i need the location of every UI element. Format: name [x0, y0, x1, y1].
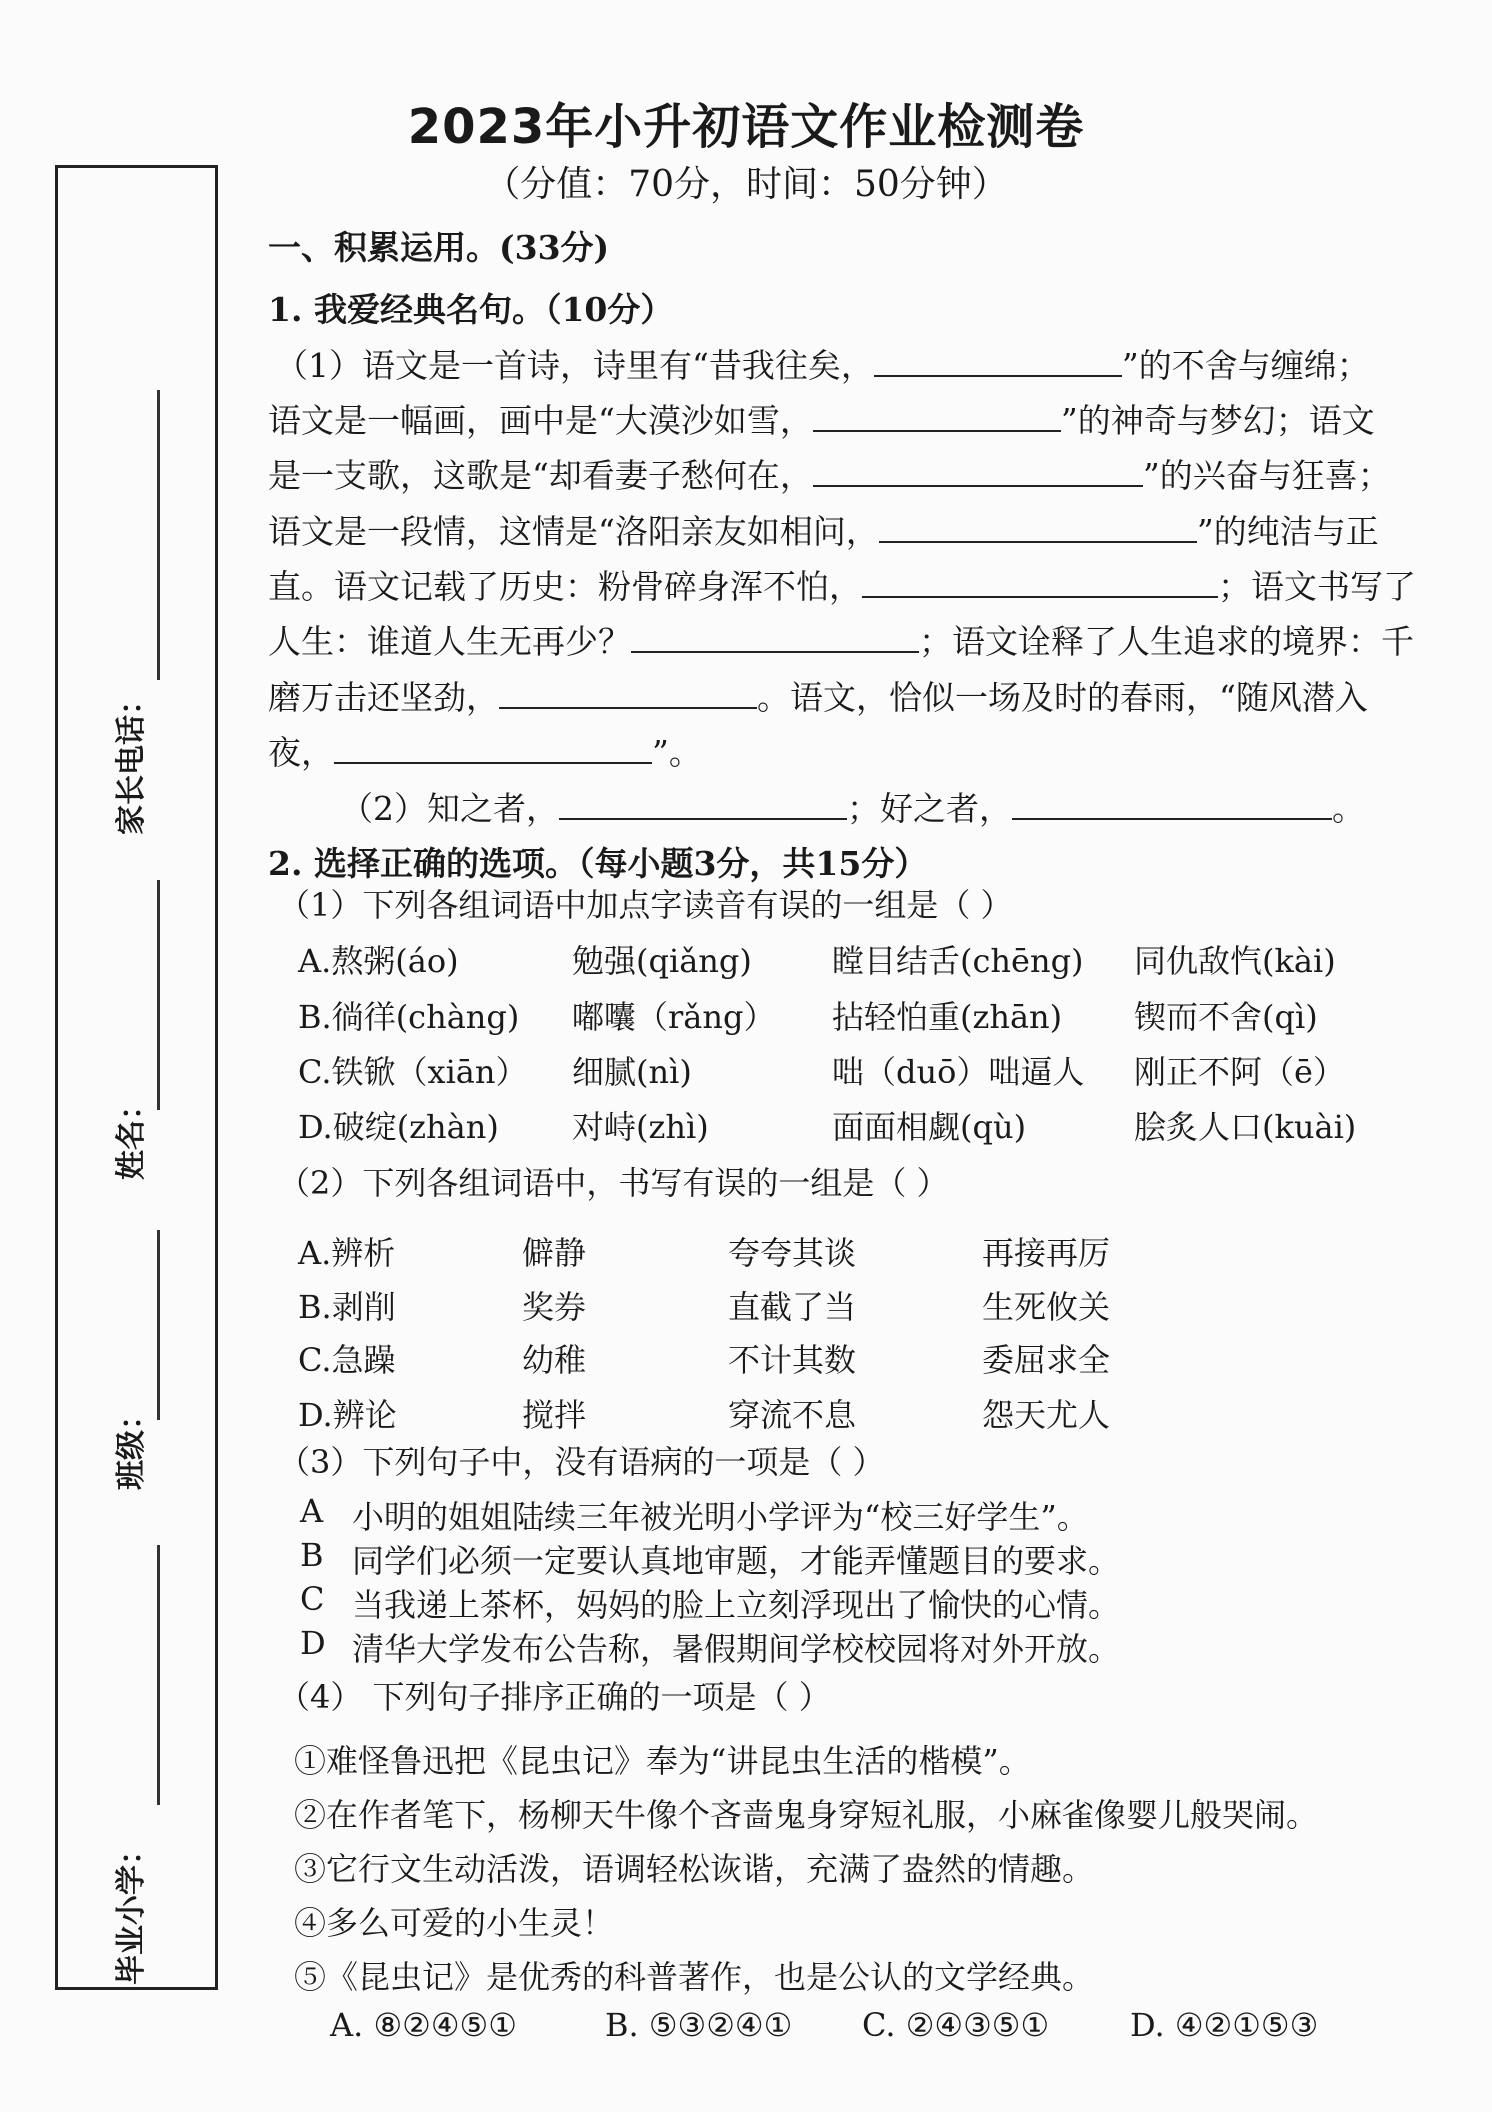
answer-blank-4[interactable] — [879, 511, 1197, 543]
q1-line-5-text-a: 直。语文记载了历史：粉骨碎身浑不怕， — [268, 567, 862, 606]
q2-1-option-a-1[interactable]: A.熬粥(áo) — [298, 942, 459, 980]
class-fill-line[interactable] — [157, 1230, 160, 1420]
q1-line-3-text-b: ”的兴奋与狂喜； — [1142, 456, 1391, 495]
q2-3-option-a-text: 小明的姐姐陆续三年被光明小学评为“校三好学生”。 — [352, 1498, 1089, 1536]
q2-3-option-d-text: 清华大学发布公告称，暑假期间学校校园将对外开放。 — [352, 1630, 1121, 1668]
q1-line-4-text-a: 语文是一段情，这情是“洛阳亲友如相问， — [268, 512, 879, 551]
q2-1-option-d-4: 脍炙人口(kuài) — [1134, 1108, 1357, 1146]
q1-line-2 — [268, 395, 1375, 442]
q1-line-6-text-b: ；语文诠释了人生追求的境界：千 — [919, 622, 1414, 661]
q2-2-option-c-2: 幼稚 — [522, 1341, 587, 1379]
q2-2-option-b-1[interactable]: B.剥削 — [298, 1288, 396, 1326]
answer-blank-7[interactable] — [499, 677, 757, 709]
q2-3-question: （3）下列句子中，没有语病的一项是（ ） — [278, 1443, 885, 1481]
q2-2-option-a-1[interactable]: A.辨析 — [298, 1234, 396, 1272]
q2-1-option-a-3: 瞠目结舌(chēng) — [832, 942, 1084, 980]
answer-blank-6[interactable] — [631, 621, 919, 653]
q1-line-7-text-b: 。语文，恰似一场及时的春雨，“随风潜入 — [757, 678, 1368, 717]
name-fill-line[interactable] — [157, 880, 160, 1110]
exam-title: 2023年小升初语文作业检测卷 — [407, 99, 1085, 155]
q1-part-2 — [340, 783, 1365, 830]
q2-3-option-b-letter[interactable]: B — [300, 1536, 324, 1574]
q2-3-option-c-letter[interactable]: C — [300, 1580, 325, 1618]
q1-line-4-text-b: ”的纯洁与正 — [1196, 512, 1379, 551]
q2-3-option-d-letter[interactable]: D — [300, 1624, 326, 1662]
q2-1-option-b-2: 嘟囔（rǎng） — [572, 998, 776, 1036]
q1-line-8-text-b: ”。 — [652, 733, 702, 772]
q2-1-option-a-2: 勉强(qiǎng) — [572, 942, 752, 980]
q2-4-choice-b[interactable]: B. ⑤③②④① — [605, 2006, 793, 2044]
q2-2-option-b-2: 奖券 — [522, 1288, 587, 1326]
q1-part-2-text-a: （2）知之者， — [340, 789, 559, 828]
q1-line-8 — [268, 727, 702, 774]
q1-line-3 — [268, 450, 1391, 497]
q2-1-option-c-3: 咄（duō）咄逼人 — [832, 1053, 1085, 1091]
exam-subtitle: （分值：70分，时间：50分钟） — [484, 164, 1008, 205]
q2-2-option-a-3: 夸夸其谈 — [728, 1234, 857, 1272]
q2-4-sentence-3: ③它行文生动活泼，语调轻松诙谐，充满了盎然的情趣。 — [294, 1850, 1095, 1888]
q2-4-question: （4） 下列句子排序正确的一项是（ ） — [278, 1678, 831, 1716]
q2-2-option-b-4: 生死攸关 — [982, 1288, 1111, 1326]
q2-4-choice-d[interactable]: D. ④②①⑤③ — [1130, 2006, 1319, 2044]
q2-1-option-c-1[interactable]: C.铁锨（xiān） — [298, 1053, 528, 1091]
q2-3-option-b-text: 同学们必须一定要认真地审题，才能弄懂题目的要求。 — [352, 1542, 1121, 1580]
q1-line-6 — [268, 616, 1414, 663]
q1-line-7 — [268, 672, 1368, 719]
q2-2-question: （2）下列各组词语中，书写有误的一组是（ ） — [278, 1164, 949, 1202]
q1-line-1-text-a: （1）语文是一首诗，诗里有“昔我往矣， — [275, 346, 874, 385]
q2-2-option-c-3: 不计其数 — [728, 1341, 857, 1379]
q2-1-option-d-1[interactable]: D.破绽(zhàn) — [298, 1108, 499, 1146]
answer-blank-8[interactable] — [334, 732, 652, 764]
q2-1-option-c-2: 细腻(nì) — [572, 1053, 692, 1091]
q2-3-option-a-letter[interactable]: A — [300, 1492, 324, 1530]
q2-4-choice-a[interactable]: A. ⑧②④⑤① — [330, 2006, 517, 2044]
q2-4-choice-c[interactable]: C. ②④③⑤① — [862, 2006, 1050, 2044]
phone-fill-line[interactable] — [157, 390, 160, 680]
q2-1-option-b-3: 拈轻怕重(zhān) — [832, 998, 1063, 1036]
question-1-heading: 1. 我爱经典名句。（10分） — [268, 290, 674, 329]
q1-line-2-text-b: ”的神奇与梦幻；语文 — [1060, 401, 1375, 440]
q2-2-option-a-4: 再接再厉 — [982, 1234, 1111, 1272]
q1-part-2-text-c: 。 — [1332, 789, 1365, 828]
primary-school-label: 毕业小学： — [114, 1835, 149, 1985]
q2-1-option-c-4: 刚正不阿（ē） — [1134, 1053, 1345, 1091]
parent-phone-label: 家长电话： — [114, 685, 149, 835]
q2-2-option-d-4: 怨天尤人 — [982, 1396, 1111, 1434]
q2-2-option-b-3: 直截了当 — [728, 1288, 857, 1326]
class-label: 班级： — [114, 1400, 149, 1490]
question-2-heading: 2. 选择正确的选项。（每小题3分，共15分） — [268, 844, 928, 883]
answer-blank-10[interactable] — [1012, 788, 1332, 820]
answer-blank-2[interactable] — [813, 400, 1061, 432]
answer-blank-9[interactable] — [559, 788, 847, 820]
q2-4-sentence-5: ⑤《昆虫记》是优秀的科普著作，也是公认的文学经典。 — [294, 1958, 1095, 1996]
section-heading: 一、积累运用。(33分) — [268, 228, 610, 267]
q2-2-option-d-3: 穿流不息 — [728, 1396, 857, 1434]
q2-3-option-c-text: 当我递上茶杯，妈妈的脸上立刻浮现出了愉快的心情。 — [352, 1586, 1121, 1624]
q1-line-3-text-a: 是一支歌，这歌是“却看妻子愁何在， — [268, 456, 813, 495]
q1-part-2-text-b: ；好之者， — [847, 789, 1012, 828]
q2-1-option-b-4: 锲而不舍(qì) — [1134, 998, 1318, 1036]
answer-blank-1[interactable] — [874, 345, 1122, 377]
q1-line-2-text-a: 语文是一幅画，画中是“大漠沙如雪， — [268, 401, 813, 440]
q2-2-option-d-2: 搅拌 — [522, 1396, 587, 1434]
q1-line-6-text-a: 人生：谁道人生无再少？ — [268, 622, 631, 661]
q1-line-7-text-a: 磨万击还坚劲， — [268, 678, 499, 717]
q2-2-option-c-1[interactable]: C.急躁 — [298, 1341, 396, 1379]
answer-blank-3[interactable] — [813, 455, 1143, 487]
q2-1-option-b-1[interactable]: B.徜徉(chàng) — [298, 998, 520, 1036]
q1-line-4 — [268, 506, 1379, 553]
binding-margin-box — [55, 165, 218, 1990]
school-fill-line[interactable] — [157, 1545, 160, 1805]
q2-2-option-a-2: 僻静 — [522, 1234, 587, 1272]
answer-blank-5[interactable] — [862, 566, 1218, 598]
q1-line-5-text-b: ；语文书写了 — [1218, 567, 1416, 606]
q2-4-sentence-4: ④多么可爱的小生灵！ — [294, 1904, 615, 1942]
q2-1-option-d-2: 对峙(zhì) — [572, 1108, 709, 1146]
q2-1-option-a-4: 同仇敌忾(kài) — [1134, 942, 1336, 980]
q1-line-1-text-b: ”的不舍与缠绵； — [1121, 346, 1370, 385]
q1-line-5 — [268, 561, 1416, 608]
q2-1-option-d-3: 面面相觑(qù) — [832, 1108, 1027, 1146]
q2-2-option-d-1[interactable]: D.辨论 — [298, 1396, 397, 1434]
q2-2-option-c-4: 委屈求全 — [982, 1341, 1111, 1379]
q2-1-question: （1）下列各组词语中加点字读音有误的一组是（ ） — [278, 886, 1013, 924]
q1-line-1 — [275, 340, 1370, 387]
student-name-label: 姓名： — [114, 1090, 149, 1180]
q2-4-sentence-2: ②在作者笔下，杨柳天牛像个吝啬鬼身穿短礼服，小麻雀像婴儿般哭闹。 — [294, 1796, 1319, 1834]
q2-4-sentence-1: ①难怪鲁迅把《昆虫记》奉为“讲昆虫生活的楷模”。 — [294, 1742, 1031, 1780]
q1-line-8-text-a: 夜， — [268, 733, 334, 772]
